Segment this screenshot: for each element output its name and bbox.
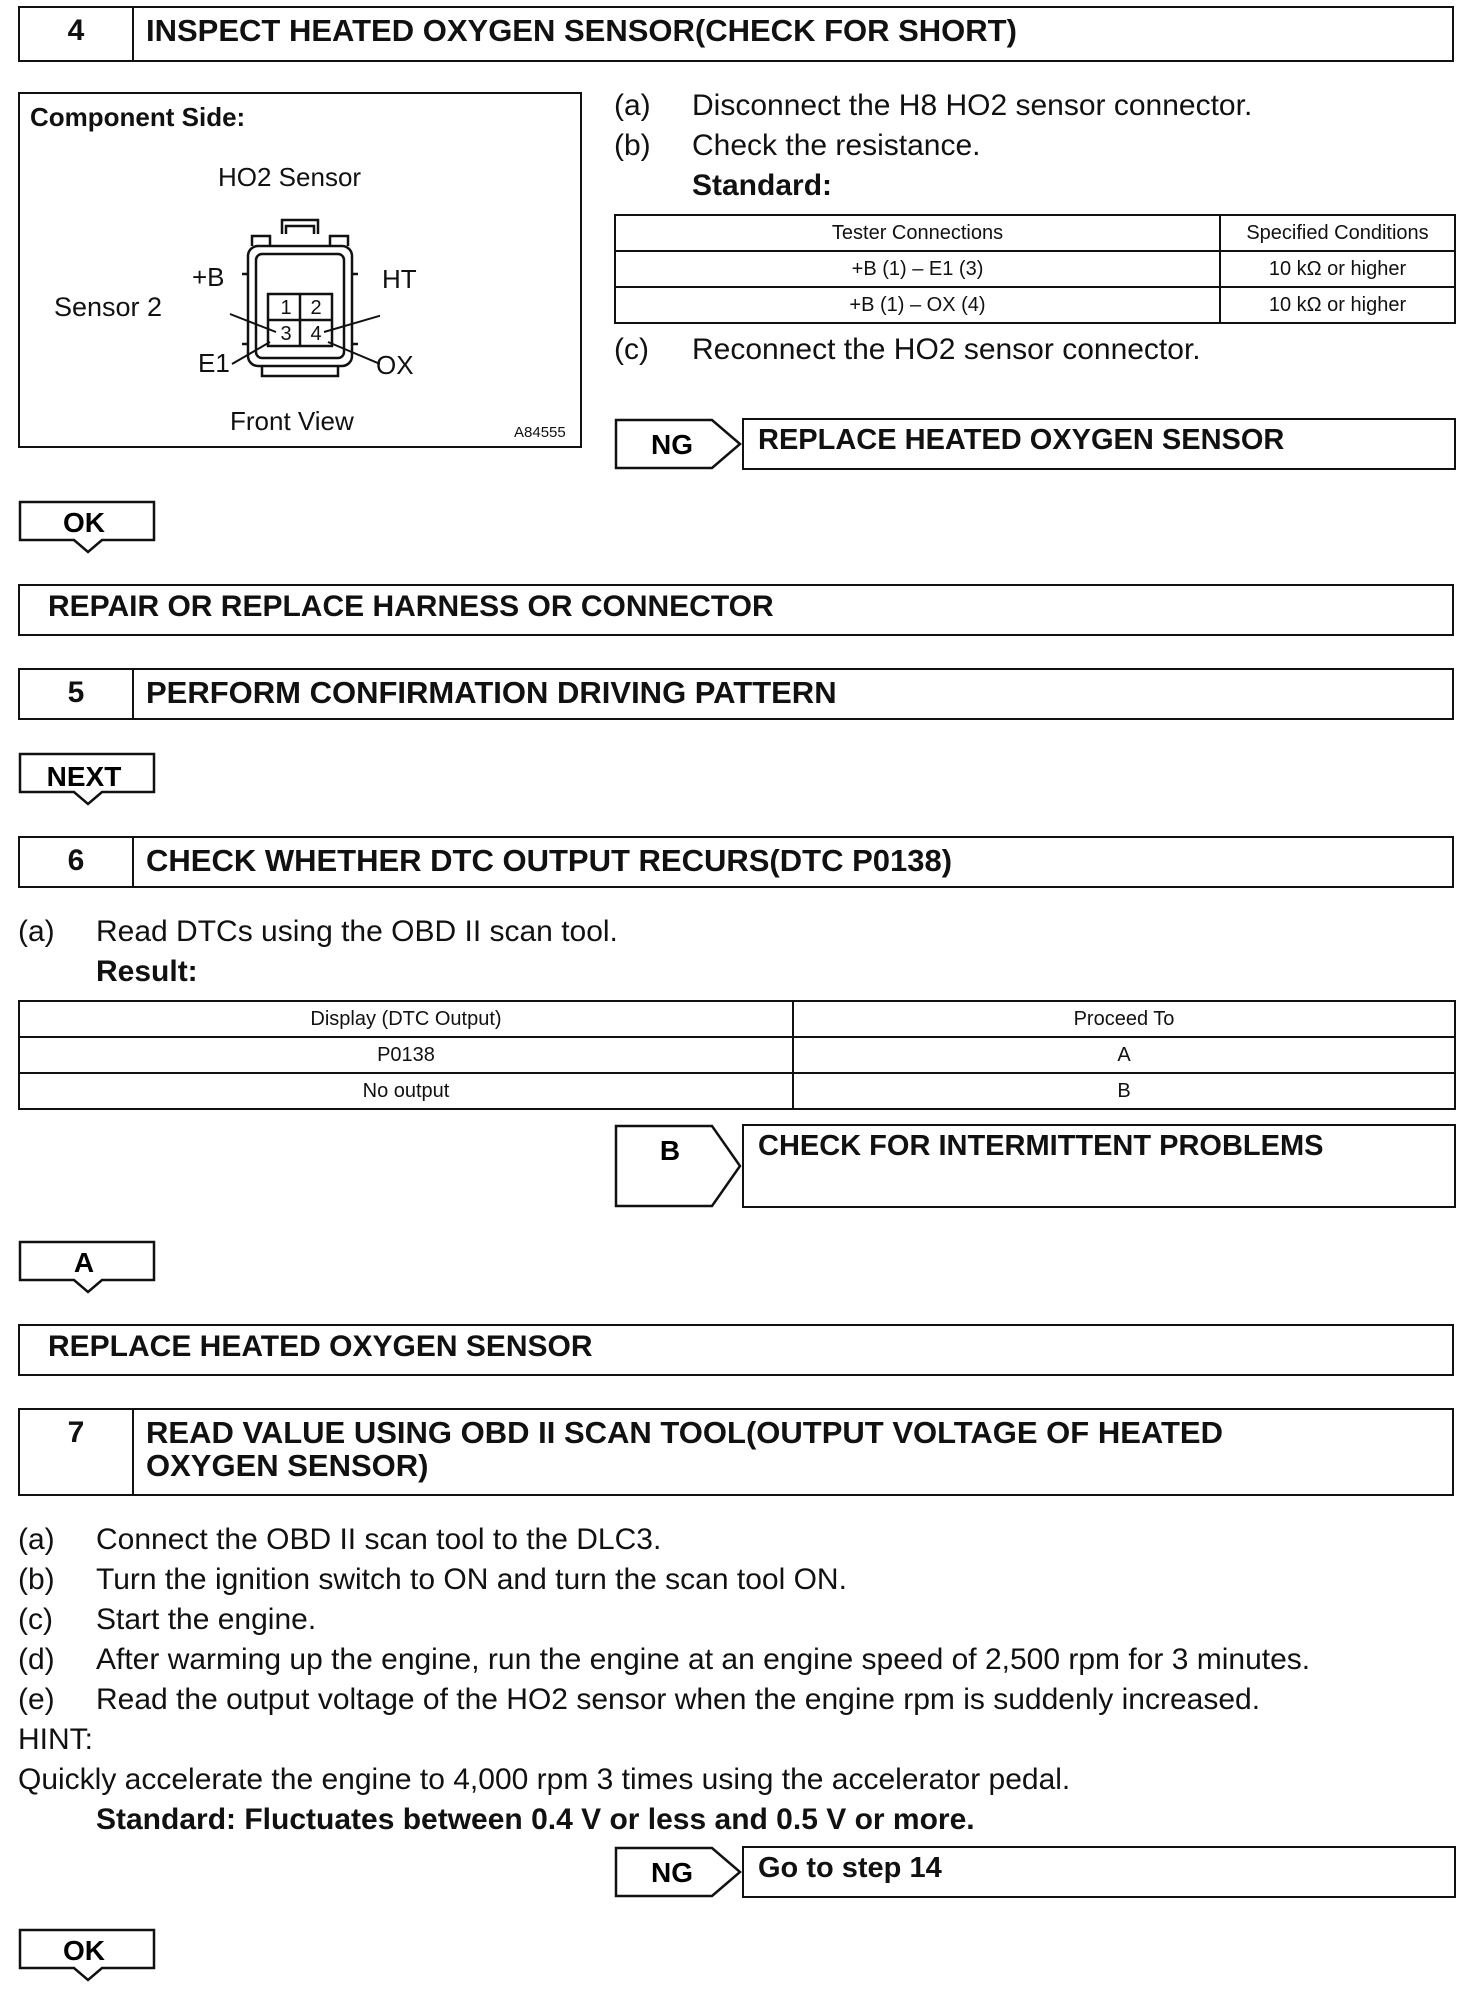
step-title: CHECK WHETHER DTC OUTPUT RECURS(DTC P0138) bbox=[146, 843, 953, 878]
list-item bbox=[18, 1520, 1310, 1560]
table-header: Tester Connections bbox=[615, 215, 1220, 251]
pin-label-e1: E1 bbox=[198, 348, 230, 378]
table-cell: 10 kΩ or higher bbox=[1220, 251, 1455, 287]
ok-tag-label: OK bbox=[63, 507, 105, 538]
item-text: Check the resistance. bbox=[692, 129, 981, 162]
dtc-result-table bbox=[18, 1000, 1456, 1110]
item-text: After warming up the engine, run the engine at an engine speed of 2,500 rpm for 3 minutes. bbox=[96, 1643, 1311, 1676]
next-tag-label: NEXT bbox=[46, 761, 122, 792]
item-label: (e) bbox=[18, 1683, 55, 1716]
table-cell: P0138 bbox=[19, 1037, 793, 1073]
step-number: 4 bbox=[20, 8, 134, 60]
result-label: Result: bbox=[96, 955, 198, 988]
table-cell: A bbox=[793, 1037, 1455, 1073]
ng-tag-label: NG bbox=[651, 429, 693, 460]
table-header-row bbox=[19, 1001, 1455, 1037]
list-item bbox=[18, 1600, 1310, 1640]
view-label: Front View bbox=[230, 406, 354, 436]
repair-harness-action[interactable]: REPAIR OR REPLACE HARNESS OR CONNECTOR bbox=[18, 584, 1454, 636]
table-cell: +B (1) – OX (4) bbox=[615, 287, 1220, 323]
item-label: (a) bbox=[18, 915, 55, 948]
item-label: (d) bbox=[18, 1643, 55, 1676]
item-text: Read DTCs using the OBD II scan tool. bbox=[96, 915, 618, 948]
pin-label-ox: OX bbox=[376, 350, 414, 380]
step-5-header bbox=[18, 668, 1454, 720]
next-tag[interactable] bbox=[18, 752, 158, 808]
b-tag-label: B bbox=[659, 1135, 681, 1166]
pin-1: 1 bbox=[280, 297, 292, 319]
step-title: INSPECT HEATED OXYGEN SENSOR(CHECK FOR SHORT) bbox=[146, 13, 1017, 48]
table-cell: +B (1) – E1 (3) bbox=[615, 251, 1220, 287]
item-text: Connect the OBD II scan tool to the DLC3. bbox=[96, 1523, 662, 1556]
ok-tag[interactable] bbox=[18, 1928, 158, 1984]
ok-tag[interactable] bbox=[18, 500, 158, 556]
table-header: Specified Conditions bbox=[1220, 215, 1455, 251]
table-header: Proceed To bbox=[793, 1001, 1455, 1037]
step-4-item-c bbox=[614, 330, 1201, 370]
connector-drawing bbox=[220, 214, 380, 384]
hint-text: Quickly accelerate the engine to 4,000 rpm 3 times using the accelerator pedal. bbox=[18, 1763, 1071, 1796]
item-text: Read the output voltage of the HO2 sensor when the engine rpm is suddenly increased. bbox=[96, 1683, 1261, 1716]
table-cell: No output bbox=[19, 1073, 793, 1109]
step-6-header bbox=[18, 836, 1454, 888]
b-tag[interactable] bbox=[614, 1124, 744, 1208]
b-action-box[interactable]: CHECK FOR INTERMITTENT PROBLEMS bbox=[742, 1124, 1456, 1208]
ng-tag[interactable] bbox=[614, 418, 744, 470]
item-label: (a) bbox=[614, 89, 651, 122]
step-number: 5 bbox=[20, 670, 134, 718]
standard-text: Standard: Fluctuates between 0.4 V or less and 0.5 V or more. bbox=[96, 1803, 975, 1836]
side-label: Sensor 2 bbox=[54, 292, 163, 322]
table-row bbox=[615, 287, 1455, 323]
list-item bbox=[18, 1560, 1310, 1600]
step-number: 7 bbox=[20, 1410, 134, 1494]
table-header: Display (DTC Output) bbox=[19, 1001, 793, 1037]
list-item bbox=[18, 1680, 1310, 1720]
table-header-row bbox=[615, 215, 1455, 251]
step-number: 6 bbox=[20, 838, 134, 886]
step-7-header bbox=[18, 1408, 1454, 1496]
item-text: Start the engine. bbox=[96, 1603, 317, 1636]
step-title bbox=[134, 1410, 1223, 1494]
pin-2: 2 bbox=[310, 297, 322, 319]
ng-tag-label: NG bbox=[651, 1857, 693, 1888]
table-row bbox=[19, 1037, 1455, 1073]
item-label: (a) bbox=[18, 1523, 55, 1556]
replace-sensor-action[interactable]: REPLACE HEATED OXYGEN SENSOR bbox=[18, 1324, 1454, 1376]
step-7-items bbox=[18, 1520, 1310, 1840]
step-4-header bbox=[18, 6, 1454, 62]
ng-tag[interactable] bbox=[614, 1846, 744, 1898]
step-4-item-b bbox=[614, 126, 980, 166]
standard-label: Standard: bbox=[692, 169, 833, 202]
a-tag[interactable] bbox=[18, 1240, 158, 1296]
step-6-item-a bbox=[18, 912, 618, 952]
ok-tag-label: OK bbox=[63, 1935, 105, 1966]
component-figure bbox=[18, 92, 582, 448]
step-4-item-a bbox=[614, 86, 1252, 126]
item-text: Disconnect the H8 HO2 sensor connector. bbox=[692, 89, 1253, 122]
pin-3: 3 bbox=[280, 323, 292, 345]
list-item bbox=[18, 1640, 1310, 1680]
pin-4: 4 bbox=[310, 323, 322, 345]
pin-label-plus-b: +B bbox=[192, 262, 225, 292]
item-text: Turn the ignition switch to ON and turn the scan tool ON. bbox=[96, 1563, 847, 1596]
go-to-step-box[interactable]: Go to step 14 bbox=[742, 1846, 1456, 1898]
figure-id: A84555 bbox=[514, 424, 566, 441]
figure-heading: Component Side: bbox=[30, 102, 246, 132]
step-title-line-1: READ VALUE USING OBD II SCAN TOOL(OUTPUT VOLTAGE OF HEATED bbox=[146, 1415, 1223, 1450]
sensor-label: HO2 Sensor bbox=[218, 162, 362, 192]
resistance-table bbox=[614, 214, 1456, 324]
a-tag-label: A bbox=[73, 1247, 95, 1278]
ng-action-box[interactable]: REPLACE HEATED OXYGEN SENSOR bbox=[742, 418, 1456, 470]
item-label: (c) bbox=[18, 1603, 53, 1636]
step-title-line-2: OXYGEN SENSOR) bbox=[146, 1448, 429, 1483]
item-label: (c) bbox=[614, 333, 649, 366]
item-label: (b) bbox=[18, 1563, 55, 1596]
hint-label: HINT: bbox=[18, 1723, 93, 1756]
pin-label-ht: HT bbox=[382, 264, 417, 294]
step-title: PERFORM CONFIRMATION DRIVING PATTERN bbox=[146, 675, 837, 710]
table-row bbox=[615, 251, 1455, 287]
item-label: (b) bbox=[614, 129, 651, 162]
table-cell: 10 kΩ or higher bbox=[1220, 287, 1455, 323]
item-text: Reconnect the HO2 sensor connector. bbox=[692, 333, 1201, 366]
table-row bbox=[19, 1073, 1455, 1109]
table-cell: B bbox=[793, 1073, 1455, 1109]
